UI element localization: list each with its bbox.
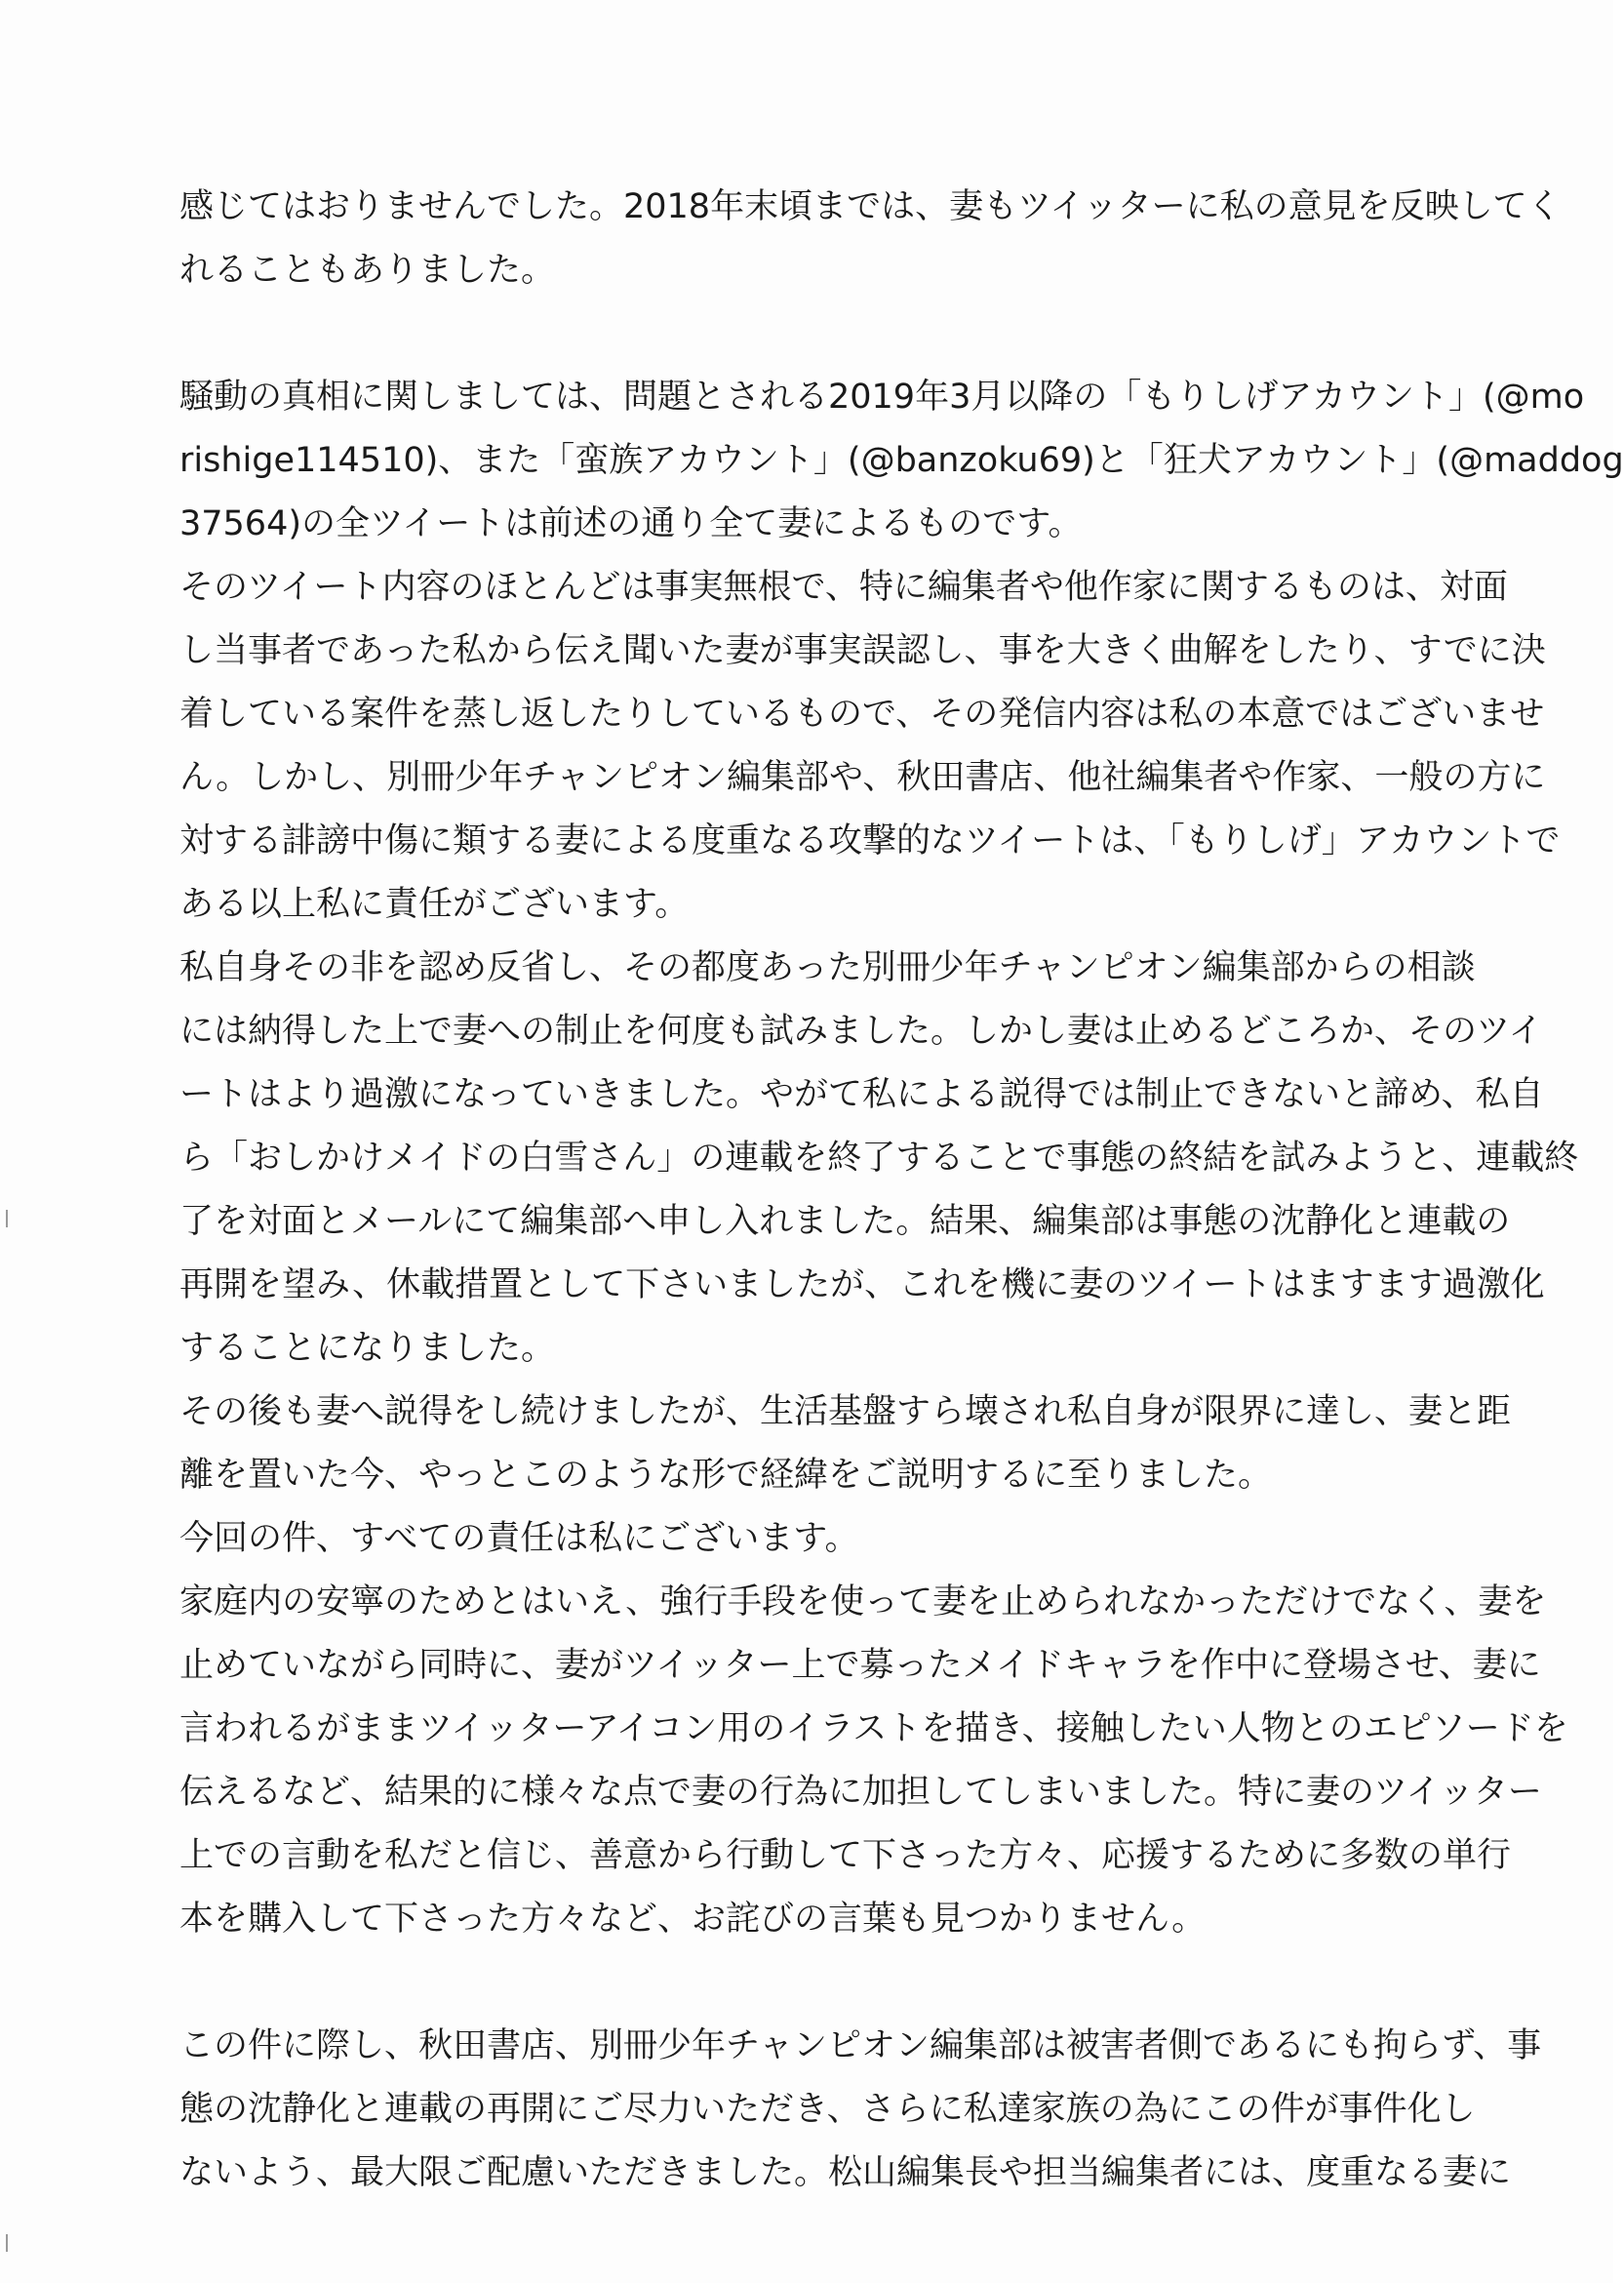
text-line: ある以上私に責任がございます。 xyxy=(179,885,690,924)
body-text xyxy=(179,176,1624,2205)
text-line: することになりました。 xyxy=(179,1329,556,1368)
text-line: 37564)の全ツイートは前述の通り全て妻によるものです。 xyxy=(179,504,1083,543)
text-line: 態の沈静化と連載の再開にご尽力いただき、さらに私達家族の為にこの件が事件化し xyxy=(179,2090,1476,2129)
text-line: には納得した上で妻への制止を何度も試みました。しかし妻は止めるどころか、そのツイ xyxy=(179,1012,1543,1051)
text-line: ないよう、最大限ご配慮いただきました。松山編集長や担当編集者には、度重なる妻に xyxy=(179,2153,1512,2192)
text-line: 騒動の真相に関しましては、問題とされる2019年3月以降の「もりしげアカウント」(@mo xyxy=(179,378,1585,417)
text-line: 着している案件を蒸し返したりしているもので、その発信内容は私の本意ではございませ xyxy=(179,695,1545,734)
text-line: そのツイート内容のほとんどは事実無根で、特に編集者や他作家に関するものは、対面 xyxy=(179,568,1508,607)
text-line: 今回の件、すべての責任は私にございます。 xyxy=(179,1519,859,1558)
text-line: 本を購入して下さった方々など、お詫びの言葉も見つかりません。 xyxy=(179,1900,1207,1939)
text-line: 上での言動を私だと信じ、善意から行動して下さった方々、応援するために多数の単行 xyxy=(179,1836,1512,1875)
text-line: ら「おしかけメイドの白雪さん」の連載を終了することで事態の終結を試みようと、連載終 xyxy=(179,1139,1579,1178)
text-line: 私自身その非を認め反省し、その都度あった別冊少年チャンピオン編集部からの相談 xyxy=(179,948,1476,987)
text-line: 言われるがままツイッターアイコン用のイラストを描き、接触したい人物とのエピソードを xyxy=(179,1709,1568,1748)
text-line: ートはより過激になっていきました。やがて私による説得では制止できないと諦め、私自 xyxy=(179,1075,1544,1114)
text-line: ん。しかし、別冊少年チャンピオン編集部や、秋田書店、他社編集者や作家、一般の方に xyxy=(179,758,1546,797)
text-line: 伝えるなど、結果的に様々な点で妻の行為に加担してしまいました。特に妻のツイッター xyxy=(179,1773,1542,1812)
paragraph xyxy=(179,176,1562,302)
paragraph-gap xyxy=(179,302,1438,366)
text-line: 離を置いた今、やっとこのような形で経緯をご説明するに至りました。 xyxy=(179,1456,1273,1495)
text-line: れることもありました。 xyxy=(179,251,556,290)
text-line: 感じてはおりませんでした。2018年末頃までは、妻もツイッターに私の意見を反映してく xyxy=(179,187,1562,226)
text-line: し当事者であった私から伝え聞いた妻が事実誤認し、事を大きく曲解をしたり、すでに決 xyxy=(179,631,1546,670)
text-line: rishige114510)、また「蛮族アカウント」(@banzoku69)と「狂犬アカウント」(@maddog xyxy=(179,441,1624,480)
text-line: 止めていながら同時に、妻がツイッター上で募ったメイドキャラを作中に登場させ、妻に xyxy=(179,1646,1541,1685)
paragraph xyxy=(179,2015,1542,2205)
text-line: 了を対面とメールにて編集部へ申し入れました。結果、編集部は事態の沈静化と連載の xyxy=(179,1202,1511,1241)
paragraph xyxy=(179,366,1624,1951)
scan-artifact xyxy=(6,1210,8,1227)
scan-artifact xyxy=(6,2234,8,2252)
text-line: 対する誹謗中傷に類する妻による度重なる攻撃的なツイートは、「もりしげ」アカウントで xyxy=(179,821,1561,861)
text-line: 家庭内の安寧のためとはいえ、強行手段を使って妻を止められなかっただけでなく、妻を xyxy=(179,1582,1547,1622)
text-line: 再開を望み、休載措置として下さいましたが、これを機に妻のツイートはますます過激化 xyxy=(179,1265,1545,1304)
text-line: この件に際し、秋田書店、別冊少年チャンピオン編集部は被害者側であるにも拘らず、事 xyxy=(179,2026,1542,2065)
text-line: その後も妻へ説得をし続けましたが、生活基盤すら壊され私自身が限界に達し、妻と距 xyxy=(179,1392,1512,1431)
paragraph-gap xyxy=(179,1951,1438,2015)
